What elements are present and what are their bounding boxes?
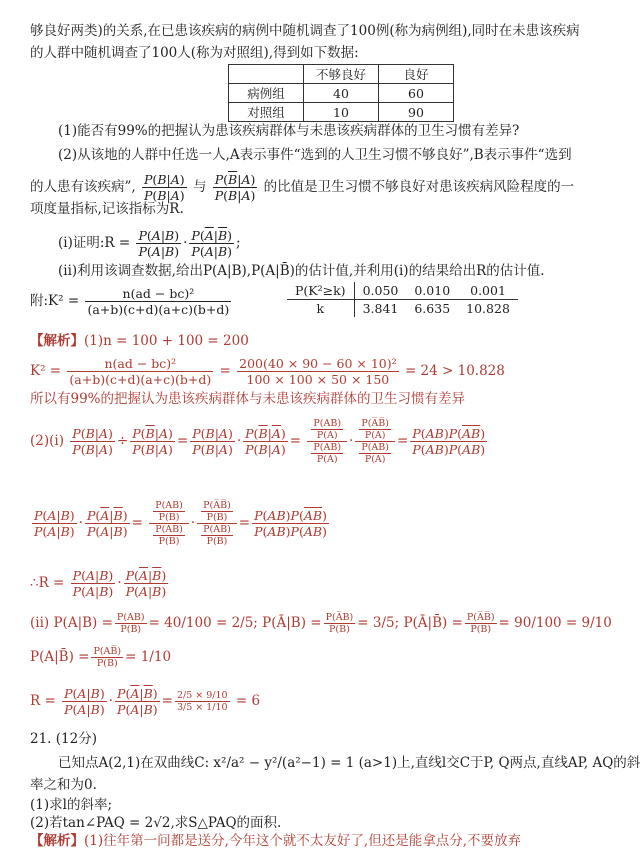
- question-2-ii: (ii)利用该调查数据,给出P(A|B),P(A|B̄)的估计值,并利用(i)的结果给出R的估计值.: [58, 263, 545, 279]
- k-squared-fraction: [85, 286, 231, 317]
- table-row: [287, 282, 518, 300]
- table-row: [287, 300, 518, 318]
- question-2-line-3: 项度量指标,记该指标为R.: [30, 201, 184, 217]
- k-result: = 24 > 10.828: [404, 363, 505, 379]
- table-header-cell: P(K²≥k): [287, 282, 354, 300]
- solution-ii-values: (ii) P(A|B) = $\frac{P(AB)}{P(B)}$ = 40/100 = 2/5; P(Ā|B) = $\frac{P(A̅B)}{P(B)}$ = 3/5; P(Ā|B̄) = $\frac{P(A̅B̅)}{P(B̅)}$ = 90/100 = 9/10: [30, 612, 612, 635]
- solution-tag: 【解析】: [30, 833, 84, 849]
- k-formula-fraction: [67, 356, 213, 387]
- q2-text-post: 的比值是卫生习惯不够良好对患该疾病风险程度的一: [263, 179, 575, 195]
- problem-21-number: 21. (12分): [30, 731, 97, 747]
- part-ii-label: (ii): [30, 615, 50, 631]
- problem-21-q1: (1)求l的斜率;: [30, 797, 112, 813]
- solution-conclusion: 所以有99%的把握认为患该疾病群体与未患该疾病群体的卫生习惯有差异: [30, 391, 466, 407]
- k-value-fraction: [237, 356, 399, 387]
- p-abar-given-b: P(Ā|B) =: [262, 615, 322, 631]
- table-cell: 40: [304, 84, 379, 103]
- solution-k-calc: [30, 356, 616, 387]
- k-den-value: 100 × 100 × 50 × 150: [246, 372, 390, 387]
- table-cell: 3.841: [362, 301, 399, 316]
- p-a-given-bbar: P(A|B̄) =: [30, 649, 90, 665]
- ratio-fraction-2: $\frac{P(\overline{B}|A)}{P(\overline{B}|\overline{A})}$: [214, 172, 256, 203]
- problem-21-solution: [30, 832, 616, 850]
- annex-label: 附:K² =: [30, 293, 80, 309]
- table-cell: 10.828: [466, 301, 510, 316]
- p-abar-given-b-value: = 3/5;: [357, 615, 400, 631]
- k-num-value: 200(40 × 90 − 60 × 10)²: [239, 356, 397, 371]
- solution-line-1: [30, 332, 616, 350]
- k-lhs: K² =: [30, 363, 62, 379]
- proof-fraction-2: $\frac{P(\overline{A}|\overline{B})}{P(A|\overline{B})}$: [191, 228, 233, 259]
- table-cell: 0.010: [406, 282, 458, 300]
- table-cell: 病例组: [229, 84, 304, 103]
- proof-statement: (i)证明:R = $\frac{P(A|B)}{P(\overline{A}|B)}$ · $\frac{P(\overline{A}|\overline{B})}{P(A|\overline{B})}$ ;: [58, 228, 241, 259]
- table-header-row: [229, 65, 454, 84]
- table-header-cell: 良好: [379, 65, 454, 84]
- table-cell: 6.635: [414, 301, 451, 316]
- table-cell: 10: [304, 103, 379, 122]
- table-cell: 对照组: [229, 103, 304, 122]
- proof-label: (i)证明:R =: [58, 235, 131, 251]
- q2-text-pre: 的人患有该疾病”,: [30, 179, 136, 195]
- p-abar-given-bbar: P(Ā|B̄) =: [403, 615, 463, 631]
- problem-21-line-2: 率之和为0.: [30, 777, 97, 793]
- critical-value-table: [287, 282, 518, 317]
- survey-table: [228, 64, 454, 122]
- k-den: (a+b)(c+d)(a+c)(b+d): [69, 372, 212, 387]
- solution-tag: 【解析】: [30, 333, 84, 349]
- solution-2i-line: (2)(i) $\frac{P(B|A)}{P(B|\overline{A})}$ ÷ $\frac{P(\overline{B}|A)}{P(\overline{B}|\overline{A})}$ = $\frac{P(B|A)}{P(B|\overline{A})}$ · $\frac{P(\overline{B}|\overline{A})}{P(\overline{B}|A)}$ = $\frac{\frac{P(AB)}{P(A)}}{\frac{P(A̅B)}{P(A̅)}}$ · $\frac{\frac{P(A̅B̅)}{P(A̅)}}{\frac{P(AB̅)}{P(A)}}$ = $\frac{P(AB)P(\overline{AB})}{P(\overline{A}B)P(A\overline{B})}$: [30, 418, 486, 465]
- p-a-given-b-value: = 40/100 = 2/5;: [148, 615, 258, 631]
- p-a-given-bbar-value: = 1/10: [125, 649, 172, 665]
- solution-n: (1)n = 100 + 100 = 200: [84, 333, 249, 349]
- problem-21-line-1: 已知点A(2,1)在双曲线C: x²/a² − y²/(a²−1) = 1 (a>1)上,直线l交C于P, Q两点,直线AP, AQ的斜: [58, 755, 640, 771]
- k-eq: =: [219, 363, 231, 379]
- k-numerator: n(ad − bc)²: [85, 286, 231, 302]
- solution-r-value: R = $\frac{P(A|B)}{P(\overline{A}|B)}$ · $\frac{P(\overline{A}|\overline{B})}{P(A|\overline{B})}$ = $\frac{2/5 \times 9/10}{3/5 \times 1/10}$ = 6: [30, 686, 261, 717]
- solution-therefore: ∴R = $\frac{P(A|B)}{P(\overline{A}|B)}$ · $\frac{P(\overline{A}|\overline{B})}{P(A|\overline{B})}$: [30, 568, 167, 599]
- table-header-cell: 不够良好: [304, 65, 379, 84]
- table-cell: 0.001: [458, 282, 518, 300]
- question-2-line-2: [30, 172, 616, 203]
- r-lhs: R =: [30, 693, 56, 709]
- question-2-line-1: (2)从该地的人群中任选一人,A表示事件“选到的人卫生习惯不够良好”,B表示事件“选到: [58, 147, 572, 163]
- r-result: = 6: [235, 693, 261, 709]
- ratio-fraction-1: $\frac{P(B|A)}{P(B|\overline{A})}$: [144, 172, 185, 203]
- table-header-cell: k: [287, 300, 354, 318]
- table-cell: 60: [379, 84, 454, 103]
- table-cell: 0.050: [354, 282, 406, 300]
- table-header-cell: [229, 65, 304, 84]
- intro-line-2: 的人群中随机调查了100人(称为对照组),得到如下数据:: [30, 45, 359, 61]
- solution-ii-value-4: P(A|B̄) = $\frac{P(AB̅)}{P(B̅)}$ = 1/10: [30, 646, 172, 669]
- p-abar-given-bbar-value: = 90/100 = 9/10: [498, 615, 612, 631]
- q2-text-mid: 与: [192, 179, 207, 195]
- p-a-given-b: P(A|B) =: [53, 615, 113, 631]
- question-1: (1)能否有99%的把握认为患该疾病群体与未患该疾病群体的卫生习惯有差异?: [58, 123, 520, 139]
- problem-21-q2: (2)若tan∠PAQ = 2√2,求S△PAQ的面积.: [30, 815, 282, 831]
- k-num: n(ad − bc)²: [67, 356, 213, 372]
- table-row: [229, 84, 454, 103]
- part-2i-label: (2)(i): [30, 433, 64, 449]
- solution-2i-line-2: $\frac{P(A|B)}{P(\overline{A}|B)}$ · $\frac{P(\overline{A}|\overline{B})}{P(A|\overline{B})}$ = $\frac{\frac{P(AB)}{P(B)}}{\frac{P(A̅B)}{P(B)}}$ · $\frac{\frac{P(A̅B̅)}{P(B̅)}}{\frac{P(AB̅)}{P(B̅)}}$ = $\frac{P(AB)P(\overline{AB})}{P(\overline{A}B)P(A\overline{B})}$: [34, 500, 327, 547]
- therefore-label: ∴R =: [30, 575, 65, 591]
- table-cell: 90: [379, 103, 454, 122]
- solution-text: (1)往年第一问都是送分,今年这个就不太友好了,但还是能拿点分,不要放弃: [84, 833, 521, 849]
- table-row: [229, 103, 454, 122]
- proof-fraction-1: $\frac{P(A|B)}{P(\overline{A}|B)}$: [138, 228, 180, 259]
- k-denominator: (a+b)(c+d)(a+c)(b+d): [87, 302, 230, 317]
- intro-line-1: 够良好两类)的关系,在已患该疾病的病例中随机调查了100例(称为病例组),同时在未患该疾病: [30, 23, 580, 39]
